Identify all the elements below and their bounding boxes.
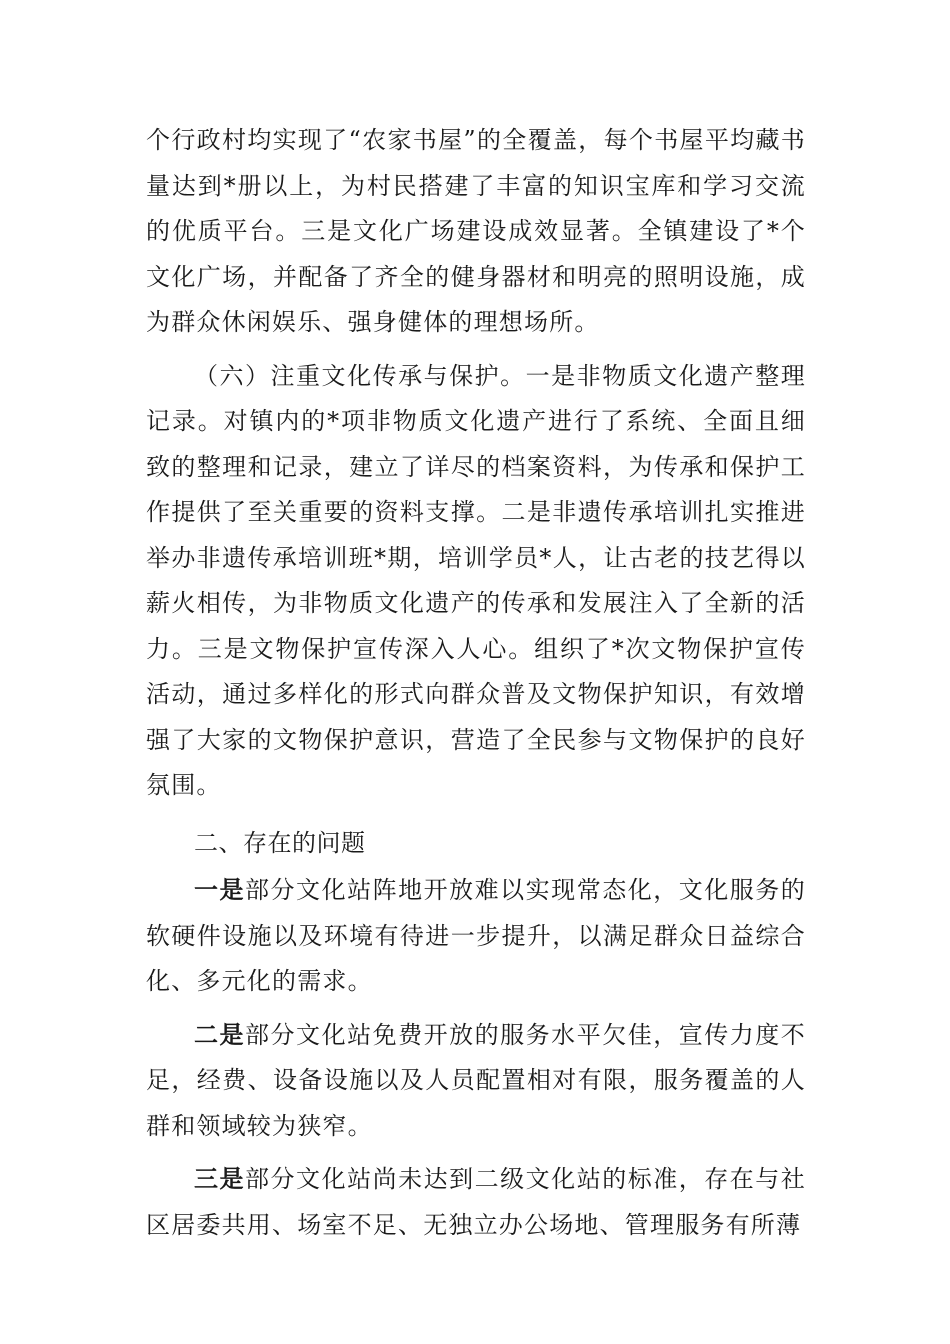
paragraph-gap [146, 1149, 806, 1157]
problem-text-2: 部分文化站免费开放的服务水平欠佳，宣传力度不足，经费、设备设施以及人员配置相对有限，服务覆盖的人群和领域较为狭窄。 [146, 1020, 806, 1140]
problem-item-2 [146, 1013, 806, 1150]
problem-item-1 [146, 868, 806, 1005]
document-body [146, 118, 806, 1248]
paragraph-continuation: 个行政村均实现了“农家书屋”的全覆盖，每个书屋平均藏书量达到*册以上，为村民搭建了丰富的知识宝库和学习交流的优质平台。三是文化广场建设成效显著。全镇建设了*个文化广场，并配备了齐全的健身器材和明亮的照明设施，成为群众休闲娱乐、强身健体的理想场所。 [146, 126, 806, 336]
problem-lead-3: 三是 [194, 1165, 246, 1193]
problem-text-3: 部分文化站尚未达到二级文化站的标准，存在与社区居委共用、场室不足、无独立办公场地、管理服务有所薄 [146, 1165, 806, 1239]
problem-item-3 [146, 1157, 806, 1248]
paragraph-section-six: （六）注重文化传承与保护。一是非物质文化遗产整理记录。对镇内的*项非物质文化遗产进行了系统、全面且细致的整理和记录，建立了详尽的档案资料，为传承和保护工作提供了至关重要的资料支撑。二是非遗传承培训扎实推进举办非遗传承培训班*期，培训学员*人，让古老的技艺得以薪火相传，为非物质文化遗产的传承和发展注入了全新的活力。三是文物保护宣传深入人心。组织了*次文物保护宣传活动，通过多样化的形式向群众普及文物保护知识，有效增强了大家的文物保护意识，营造了全民参与文物保护的良好氛围。 [146, 361, 806, 799]
problem-text-1: 部分文化站阵地开放难以实现常态化，文化服务的软硬件设施以及环境有待进一步提升，以满足群众日益综合化、多元化的需求。 [146, 876, 806, 995]
paragraph-gap [146, 1005, 806, 1013]
paragraph-gap [146, 809, 806, 817]
problem-lead-2: 二是 [194, 1020, 246, 1049]
paragraph-gap [146, 346, 806, 354]
section-heading-problems: 二、存在的问题 [194, 828, 366, 857]
problem-lead-1: 一是 [194, 876, 246, 904]
